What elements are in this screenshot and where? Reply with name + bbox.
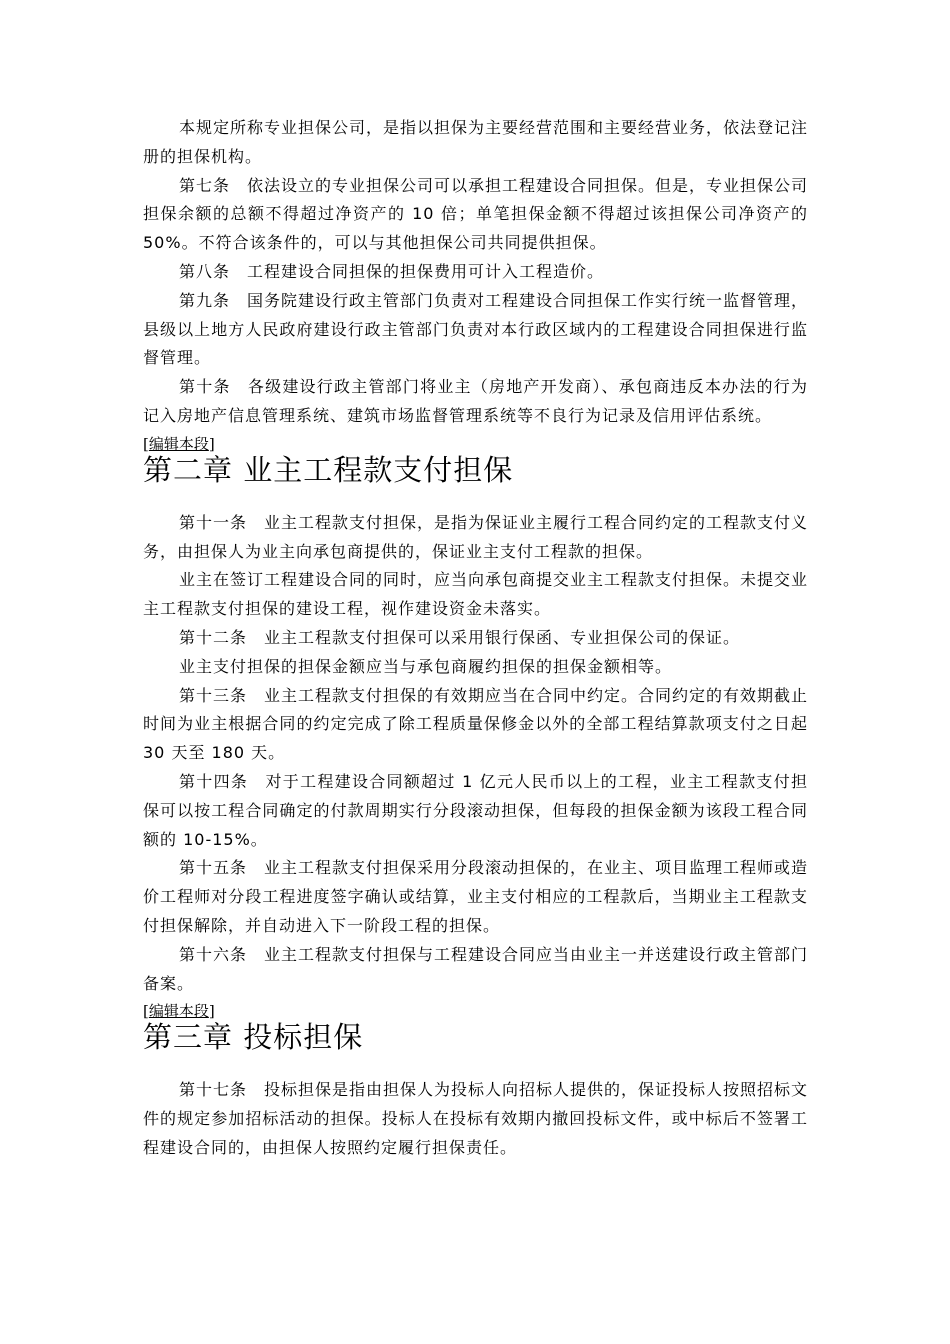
article-14: 第十四条 对于工程建设合同额超过 1 亿元人民币以上的工程，业主工程款支付担保可以按工程合同确定的付款周期实行分段滚动担保，但每段的担保金额为该段工程合同额的 10-15%。: [143, 771, 808, 849]
article-16: 第十六条 业主工程款支付担保与工程建设合同应当由业主一并送建设行政主管部门备案。: [143, 944, 809, 993]
edit-section-link-chapter-3[interactable]: [编辑本段]: [143, 1002, 215, 1021]
edit-section-link-text: 编辑本段: [148, 1002, 209, 1021]
article-11: 第十一条 业主工程款支付担保，是指为保证业主履行工程合同约定的工程款支付义务，由担保人为业主向承包商提供的，保证业主支付工程款的担保。: [143, 512, 809, 561]
article-13: 第十三条 业主工程款支付担保的有效期应当在合同中约定。合同约定的有效期截止时间为业主根据合同的约定完成了除工程质量保修金以外的全部工程结算款项支付之日起 30 天至 180 天。: [143, 685, 809, 763]
article-10: 第十条 各级建设行政主管部门将业主（房地产开发商）、承包商违反本办法的行为记入房地产信息管理系统、建筑市场监督管理系统等不良行为记录及信用评估系统。: [143, 377, 808, 425]
article-11-paragraph-2: 业主在签订工程建设合同的同时，应当向承包商提交业主工程款支付担保。未提交业主工程款支付担保的建设工程，视作建设资金未落实。: [143, 570, 809, 619]
edit-section-link-text: 编辑本段: [148, 434, 209, 453]
document-page: [143, 114, 808, 1163]
edit-section-link-chapter-2[interactable]: [编辑本段]: [143, 434, 215, 453]
article-15: 第十五条 业主工程款支付担保采用分段滚动担保的，在业主、项目监理工程师或造价工程师对分段工程进度签字确认或结算，业主支付相应的工程款后，当期业主工程款支付担保解除，并自动进入下一阶段工程的担保。: [143, 858, 809, 935]
article-17: 第十七条 投标担保是指由担保人为投标人向招标人提供的，保证投标人按照招标文件的规定参加招标活动的担保。投标人在投标有效期内撤回投标文件，或中标后不签署工程建设合同的，由担保人按照约定履行担保责任。: [143, 1080, 809, 1157]
article-9: 第九条 国务院建设行政主管部门负责对工程建设合同担保工作实行统一监督管理，县级以上地方人民政府建设行政主管部门负责对本行政区域内的工程建设合同担保进行监督管理。: [143, 290, 809, 368]
article-12: 第十二条 业主工程款支付担保可以采用银行保函、专业担保公司的保证。: [179, 627, 741, 647]
article-8: 第八条 工程建设合同担保的担保费用可计入工程造价。: [179, 261, 605, 281]
chapter-3-title: 第三章 投标担保: [143, 1020, 364, 1055]
chapter-2-title: 第二章 业主工程款支付担保: [143, 452, 514, 487]
article-12-paragraph-2: 业主支付担保的担保金额应当与承包商履约担保的担保金额相等。: [179, 656, 673, 676]
article-7: 第七条 依法设立的专业担保公司可以承担工程建设合同担保。但是，专业担保公司担保余额的总额不得超过净资产的 10 倍；单笔担保金额不得超过该担保公司净资产的 50%。不符合该条件的，可以与其他担保公司共同提供担保。: [143, 175, 809, 253]
paragraph-definition: 本规定所称专业担保公司，是指以担保为主要经营范围和主要经营业务，依法登记注册的担保机构。: [143, 118, 809, 166]
